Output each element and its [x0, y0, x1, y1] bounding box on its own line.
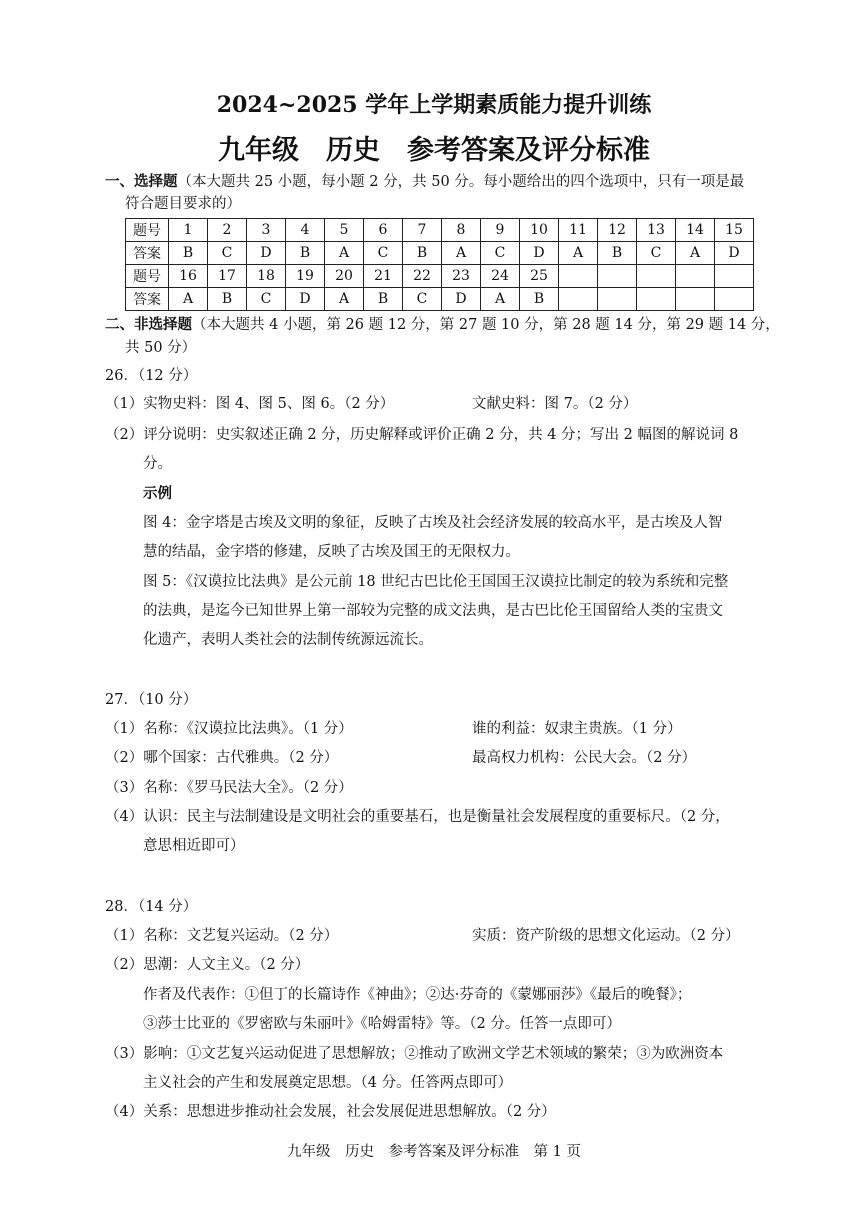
q27-part4-cont: 意思相近即可） [143, 838, 245, 854]
section2-intro [105, 315, 780, 335]
q26-example2: 图 5：《汉谟拉比法典》是公元前 18 世纪古巴比伦王国国王汉谟拉比制定的较为系统和完整 [143, 574, 729, 590]
page-title: 2024~2025 学年上学期素质能力提升训练 [216, 92, 652, 118]
answer-cell: B [286, 242, 325, 265]
question-number-cell: 3 [247, 219, 286, 242]
answer-table-row-q1 [126, 219, 754, 242]
section2-desc: （本大题共 4 小题，第 26 题 12 分，第 27 题 10 分，第 28 题 14 分，第 29 题 14 分， [192, 317, 780, 333]
section1-intro [105, 172, 744, 192]
question-number-cell: 13 [637, 219, 676, 242]
answer-cell: D [442, 288, 481, 311]
q26-part1-left: （1）实物史料：图 4、图 5、图 6。（2 分） [105, 396, 395, 412]
q27-heading: 27．（10 分） [105, 692, 198, 708]
answer-cell [676, 288, 715, 311]
answer-table [125, 218, 754, 311]
question-number-cell: 18 [247, 265, 286, 288]
answer-cell: C [247, 288, 286, 311]
question-number-cell: 24 [481, 265, 520, 288]
question-number-cell: 7 [403, 219, 442, 242]
q26-example2-cont2: 化遗产，表明人类社会的法制传统源远流长。 [143, 632, 433, 648]
question-number-cell [637, 265, 676, 288]
q26-example1-cont: 慧的结晶，金字塔的修建，反映了古埃及国王的无限权力。 [143, 544, 520, 560]
question-number-cell [559, 265, 598, 288]
answer-cell: A [481, 288, 520, 311]
answer-cell: B [403, 242, 442, 265]
q27-part1-right: 谁的利益：奴隶主贵族。（1 分） [472, 721, 682, 737]
answer-cell: C [364, 242, 403, 265]
question-number-cell: 25 [520, 265, 559, 288]
q26-example2-cont1: 的法典，是迄今已知世界上第一部较为完整的成文法典，是古巴比伦王国留给人类的宝贵文 [143, 603, 723, 619]
question-number-cell [715, 265, 754, 288]
answer-cell: A [559, 242, 598, 265]
question-number-cell [598, 265, 637, 288]
answer-cell: A [442, 242, 481, 265]
q27-part4: （4）认识：民主与法制建设是文明社会的重要基石，也是衡量社会发展程度的重要标尺。（2 分， [105, 809, 730, 825]
question-number-cell: 6 [364, 219, 403, 242]
section2-desc-cont: 共 50 分） [125, 340, 197, 356]
question-number-cell: 8 [442, 219, 481, 242]
q28-heading: 28．（14 分） [105, 899, 198, 915]
answer-cell: C [481, 242, 520, 265]
q28-part4: （4）关系：思想进步推动社会发展，社会发展促进思想解放。（2 分） [105, 1104, 556, 1120]
page-footer: 九年级 历史 参考答案及评分标准 第 1 页 [287, 1144, 581, 1160]
question-number-cell [676, 265, 715, 288]
q28-part2-cont1: 作者及代表作：①但丁的长篇诗作《神曲》；②达·芬奇的《蒙娜丽莎》《最后的晚餐》； [143, 987, 692, 1003]
answer-cell [559, 288, 598, 311]
answer-cell [598, 288, 637, 311]
row-label: 答案 [126, 288, 169, 311]
q28-part1-left: （1）名称：文艺复兴运动。（2 分） [105, 928, 339, 944]
answer-cell: D [286, 288, 325, 311]
answer-cell: B [364, 288, 403, 311]
question-number-cell: 22 [403, 265, 442, 288]
question-number-cell: 14 [676, 219, 715, 242]
question-number-cell: 16 [169, 265, 208, 288]
q27-part3: （3）名称：《罗马民法大全》。（2 分） [105, 780, 353, 796]
answer-table-row-q2 [126, 265, 754, 288]
question-number-cell: 19 [286, 265, 325, 288]
section1-desc: （本大题共 25 小题，每小题 2 分，共 50 分。每小题给出的四个选项中，只有一项是最 [177, 174, 745, 190]
row-label: 题号 [126, 219, 169, 242]
section1-desc-cont: 符合题目要求的） [125, 196, 241, 212]
answer-cell: A [676, 242, 715, 265]
q26-part2-cont: 分。 [143, 456, 172, 472]
q26-example1: 图 4：金字塔是古埃及文明的象征，反映了古埃及社会经济发展的较高水平，是古埃及人智 [143, 515, 723, 531]
section2-heading: 二、非选择题 [105, 316, 192, 333]
q28-part2-cont2: ③莎士比亚的《罗密欧与朱丽叶》《哈姆雷特》等。（2 分。任答一点即可） [143, 1016, 621, 1032]
q28-part3: （3）影响：①文艺复兴运动促进了思想解放；②推动了欧洲文学艺术领域的繁荣；③为欧洲资本 [105, 1046, 724, 1062]
answer-cell: A [325, 288, 364, 311]
question-number-cell: 17 [208, 265, 247, 288]
q27-part1-left: （1）名称：《汉谟拉比法典》。（1 分） [105, 721, 353, 737]
answer-cell: B [598, 242, 637, 265]
answer-cell: A [169, 288, 208, 311]
section1-heading: 一、选择题 [105, 173, 178, 190]
q26-heading: 26．（12 分） [105, 368, 198, 384]
question-number-cell: 12 [598, 219, 637, 242]
q27-part2-right: 最高权力机构：公民大会。（2 分） [472, 750, 697, 766]
answer-cell: B [169, 242, 208, 265]
question-number-cell: 2 [208, 219, 247, 242]
q26-part1-right: 文献史料：图 7。（2 分） [472, 396, 638, 412]
question-number-cell: 20 [325, 265, 364, 288]
question-number-cell: 1 [169, 219, 208, 242]
answer-cell: D [247, 242, 286, 265]
question-number-cell: 10 [520, 219, 559, 242]
q28-part2: （2）思潮：人文主义。（2 分） [105, 957, 310, 973]
answer-cell: D [520, 242, 559, 265]
answer-cell [715, 288, 754, 311]
row-label: 答案 [126, 242, 169, 265]
q26-example-label: 示例 [143, 485, 172, 502]
answer-table-row-a2 [126, 288, 754, 311]
question-number-cell: 11 [559, 219, 598, 242]
row-label: 题号 [126, 265, 169, 288]
q26-part2: （2）评分说明：史实叙述正确 2 分，历史解释或评价正确 2 分，共 4 分；写出 2 幅图的解说词 8 [105, 427, 739, 443]
answer-cell: C [637, 242, 676, 265]
answer-cell: A [325, 242, 364, 265]
answer-table-row-a1 [126, 242, 754, 265]
q28-part1-right: 实质：资产阶级的思想文化运动。（2 分） [472, 928, 740, 944]
question-number-cell: 21 [364, 265, 403, 288]
q27-part2-left: （2）哪个国家：古代雅典。（2 分） [105, 750, 339, 766]
answer-cell [637, 288, 676, 311]
answer-cell: B [520, 288, 559, 311]
answer-cell: B [208, 288, 247, 311]
answer-cell: D [715, 242, 754, 265]
answer-cell: C [403, 288, 442, 311]
question-number-cell: 9 [481, 219, 520, 242]
question-number-cell: 15 [715, 219, 754, 242]
page-subtitle: 九年级 历史 参考答案及评分标准 [218, 135, 650, 166]
question-number-cell: 4 [286, 219, 325, 242]
question-number-cell: 5 [325, 219, 364, 242]
question-number-cell: 23 [442, 265, 481, 288]
q28-part3-cont: 主义社会的产生和发展奠定思想。（4 分。任答两点即可） [143, 1075, 513, 1091]
answer-cell: C [208, 242, 247, 265]
